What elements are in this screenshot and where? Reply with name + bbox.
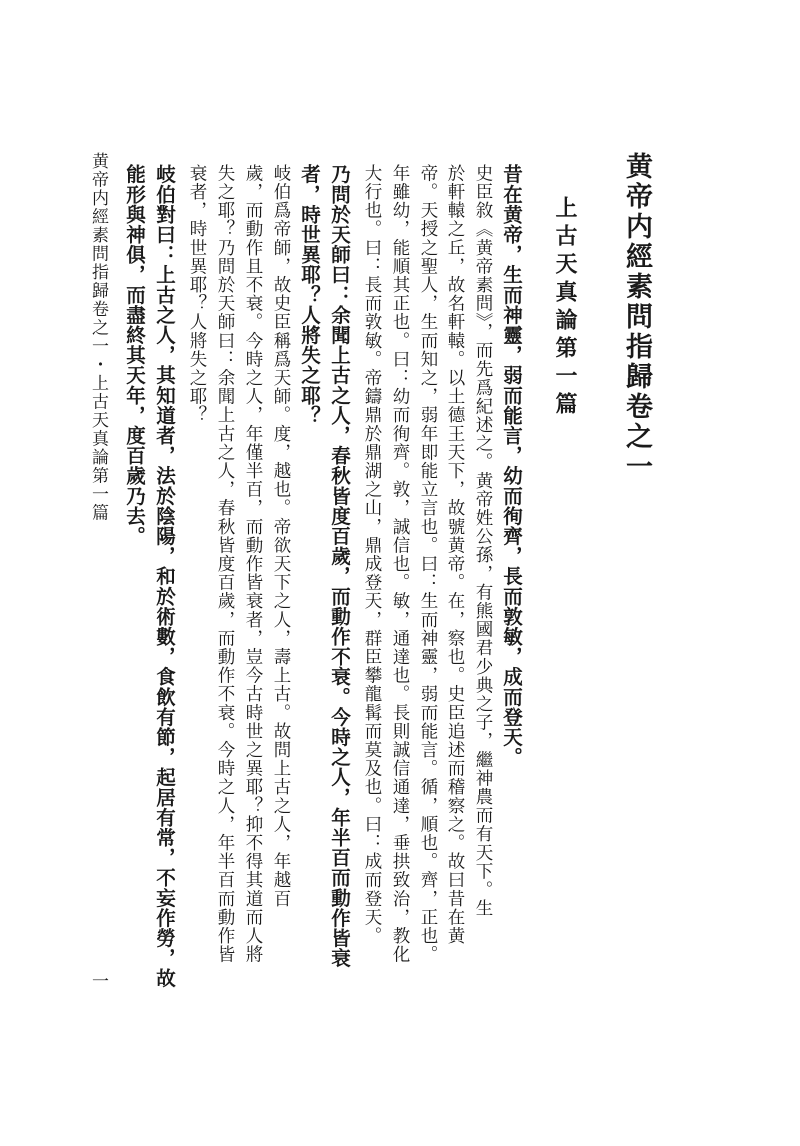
section-title: 上古天真論第一篇 [552,196,578,420]
text-column-12: 衰者，時世異耶？人將失之耶？ [187,164,207,425]
text-column-1: 昔在黄帝，生而神靈，弱而能言，幼而徇齊，長而敦敏，成而登天。 [500,164,523,767]
text-column-6: 大行也。曰：長而敦敏。帝鑄鼎於鼎湖之山，鼎成登天，群臣攀龍髯而莫及也。曰：成而登天。 [362,164,382,946]
volume-title: 黄帝内經素問指歸卷之一 [621,152,652,482]
page-number: 一 [88,972,108,990]
text-column-13: 岐伯對曰：上古之人，其知道者，法於陰陽，和於術數，食飲有節，起居有常，不妄作勞，故 [153,164,176,989]
text-column-3: 於軒轅之丘，故名軒轅。以土德王天下，故號黄帝。在，察也。史臣追述而稽察之。故曰昔在黄 [445,164,465,946]
text-column-4: 帝。天授之聖人，生而知之，弱年即能立言也。曰：生而神靈，弱而能言。循，順也。齊，正也。 [418,164,438,964]
text-column-7: 乃問於天師曰：余聞上古之人，春秋皆度百歲，而動作不衰。今時之人，年半百而動作皆衰 [328,164,351,968]
text-column-5: 年雖幼，能順其正也。曰：幼而徇齊。敦，誠信也。敏，通達也。長則誠信通達，垂拱致治，教化 [390,164,410,964]
text-column-14: 能形與神俱，而盡終其天年，度百歲乃去。 [123,164,146,546]
text-column-2: 史臣敘《黄帝素問》，而先爲紀述之。黄帝姓公孫，有熊國君少典之子，繼神農而有天下。生 [473,164,493,918]
text-column-8: 者，時世異耶？人將失之耶？ [298,164,321,426]
running-footer: 黄帝内經素問指歸卷之一・上古天真論第一篇 [88,152,108,522]
text-column-10: 歲，而動作且不衰。今時之人，年僅半百，而動作皆衰者，豈今古時世之異耶？抑不得其道而人將 [243,164,263,964]
text-column-11: 失之耶？乃問於天師曰：余聞上古之人，春秋皆度百歲，而動作不衰。今時之人，年半百而動作皆 [215,164,235,964]
text-column-9: 岐伯爲帝師，故史臣稱爲天師。度，越也。帝欲天下之人，壽上古。故問上古之人，年越百 [271,164,291,908]
